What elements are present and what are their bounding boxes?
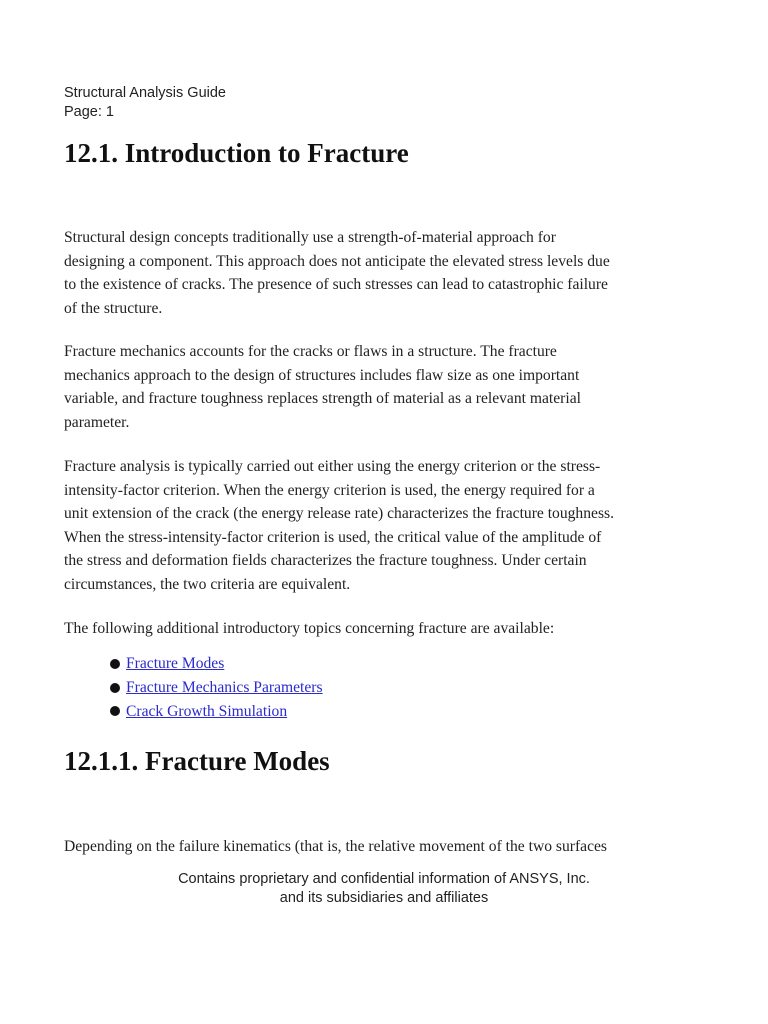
footer-affiliates-line: and its subsidiaries and affiliates [279,890,489,906]
paragraph-additional-topics [64,617,694,641]
paragraph-failure-kinematics [64,835,694,859]
page-footer [0,870,768,908]
list-item [110,700,323,724]
list-item [110,652,323,676]
paragraph-structural-design [64,226,694,320]
text-line: designing a component. This approach does not anticipate the elevated stress levels due [64,252,610,270]
text-line: mechanics approach to the design of structures includes flaw size as one important [64,366,580,384]
text-line: to the existence of cracks. The presence of such stresses can lead to catastrophic failure [64,276,608,294]
paragraph-fracture-analysis [64,455,694,597]
text-line: of the structure. [64,299,163,317]
document-title: Structural Analysis Guide [64,85,226,101]
bullet-icon [110,706,120,716]
footer-confidentiality-line: Contains proprietary and confidential information of ANSYS, Inc. [178,871,590,887]
paragraph-fracture-mechanics [64,340,694,434]
text-line: unit extension of the crack (the energy release rate) characterizes the fracture toughness. [64,505,614,523]
link-fracture-mechanics-parameters[interactable]: Fracture Mechanics Parameters [126,678,323,696]
bullet-icon [110,683,120,693]
link-fracture-modes[interactable]: Fracture Modes [126,655,225,672]
text-line: Fracture analysis is typically carried out either using the energy criterion or the stress- [64,458,601,475]
text-line: the stress and deformation fields characterizes the fracture toughness. Under certain [64,552,587,570]
section-heading-fracture-modes: 12.1.1. Fracture Modes [64,746,330,776]
link-crack-growth-simulation[interactable]: Crack Growth Simulation [126,702,288,720]
text-line: circumstances, the two criteria are equivalent. [64,575,351,593]
text-line: variable, and fracture toughness replaces strength of material as a relevant material [64,390,581,408]
list-item [110,676,323,700]
text-line: Structural design concepts traditionally use a strength-of-material approach for [64,229,556,246]
text-line: The following additional introductory topics concerning fracture are available: [64,620,555,637]
topic-links-list [110,652,323,723]
text-line: When the stress-intensity-factor criterion is used, the critical value of the amplitude of [64,528,602,546]
text-line: intensity-factor criterion. When the energy criterion is used, the energy required for a [64,481,595,499]
text-line: Depending on the failure kinematics (that is, the relative movement of the two surfaces [64,838,608,855]
page-header [64,84,226,122]
bullet-icon [110,659,120,669]
text-line: parameter. [64,413,130,431]
section-heading-introduction: 12.1. Introduction to Fracture [64,138,409,168]
page-number: Page: 1 [64,104,114,120]
text-line: Fracture mechanics accounts for the cracks or flaws in a structure. The fracture [64,343,557,360]
